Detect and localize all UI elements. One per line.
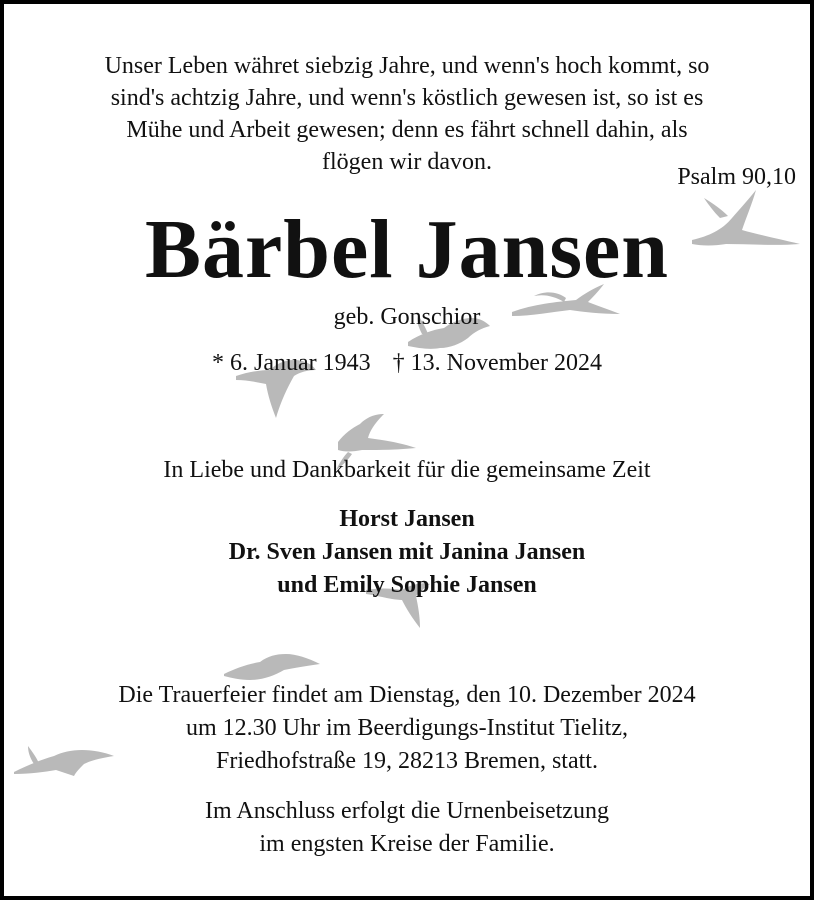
deceased-name: Bärbel Jansen [144, 203, 670, 296]
service-line: Friedhofstraße 19, 28213 Bremen, statt. [216, 748, 598, 774]
service-line: um 12.30 Uhr im Beerdigungs-Institut Tielitz, [186, 715, 628, 741]
mourner-name: Dr. Sven Jansen mit Janina Jansen [228, 539, 586, 565]
verse-line: sind's achtzig Jahre, und wenn's köstlich gewesen ist, so ist es [110, 85, 704, 111]
mourner-name: Horst Jansen [339, 506, 475, 532]
funeral-service-info [4, 679, 810, 778]
verse-line: flögen wir davon. [322, 149, 492, 175]
bible-verse [46, 50, 768, 178]
verse-reference: Psalm 90,10 [677, 164, 796, 190]
mourners-list [4, 503, 810, 602]
maiden-name: geb. Gonschior [333, 304, 481, 330]
urn-burial-info [4, 795, 810, 861]
service-line: Die Trauerfeier findet am Dienstag, den 10. Dezember 2024 [118, 682, 696, 708]
dedication-line: In Liebe und Dankbarkeit für die gemeinsame Zeit [163, 457, 651, 483]
life-dates [4, 348, 810, 378]
crane-silhouette-7 [224, 654, 320, 680]
birth-date: * 6. Januar 1943 [212, 350, 371, 376]
verse-line: Mühe und Arbeit gewesen; denn es fährt schnell dahin, als [126, 117, 688, 143]
urn-line: im engsten Kreise der Familie. [259, 831, 555, 857]
mourner-name: und Emily Sophie Jansen [277, 572, 537, 598]
urn-line: Im Anschluss erfolgt die Urnenbeisetzung [205, 798, 609, 824]
verse-line: Unser Leben währet siebzig Jahre, und wenn's hoch kommt, so [104, 53, 710, 79]
death-date: † 13. November 2024 [392, 350, 602, 376]
